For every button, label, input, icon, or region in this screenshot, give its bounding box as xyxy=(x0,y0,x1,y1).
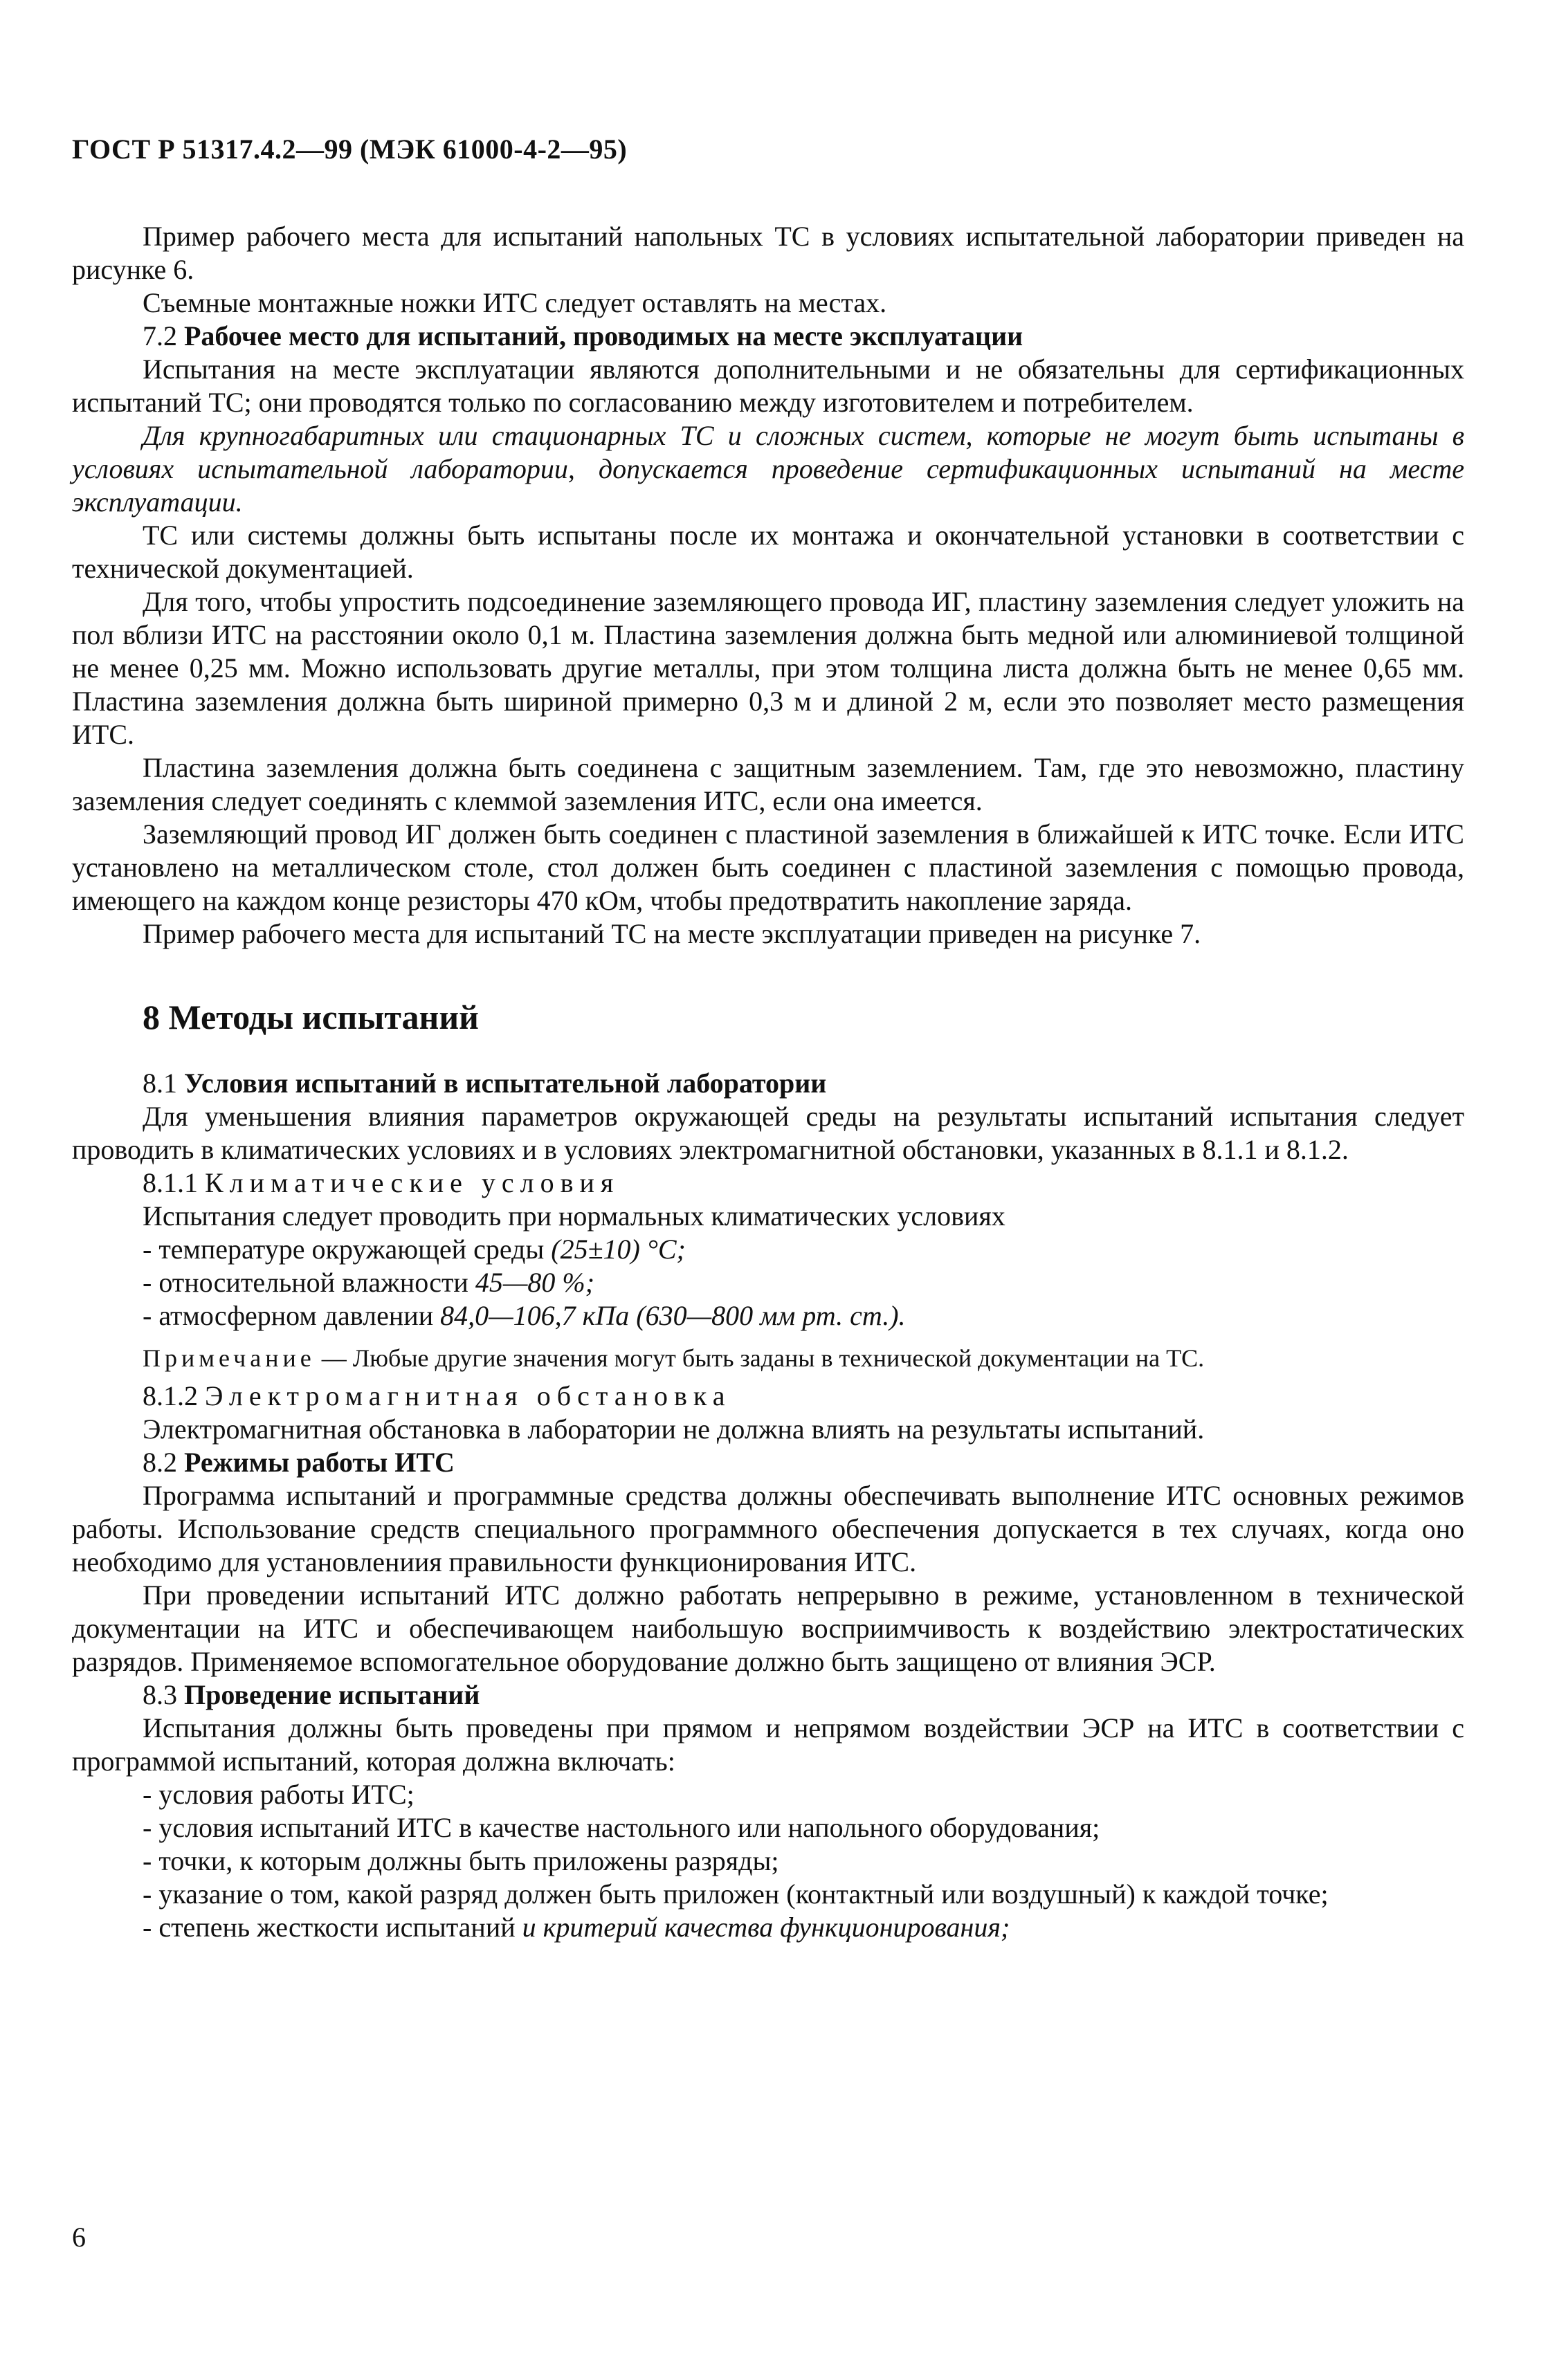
paragraph: Для уменьшения влияния параметров окружающей среды на результаты испытаний испытания следует проводить в климатических условиях и в условиях электромагнитной обстановки, указанных в 8.1.1 и 8.1.2. xyxy=(72,1101,1464,1165)
paragraph: ТС или системы должны быть испытаны после их монтажа и окончательной установки в соответствии с технической документацией. xyxy=(72,520,1464,584)
document-body xyxy=(72,220,1464,1944)
section-heading-7-2 xyxy=(72,320,1464,353)
list-item: - температуре окружающей среды (25±10) °С; xyxy=(143,1234,686,1265)
section-title: Рабочее место для испытаний, проводимых на месте эксплуатации xyxy=(184,320,1023,351)
section-number: 8.1.1 xyxy=(143,1167,198,1198)
list-item: - указание о том, какой разряд должен быть приложен (контактный или воздушный) к каждой точке; xyxy=(143,1878,1329,1910)
list-item: - точки, к которым должны быть приложены разряды; xyxy=(143,1845,779,1876)
paragraph: Электромагнитная обстановка в лаборатории не должна влиять на результаты испытаний. xyxy=(143,1413,1205,1445)
note xyxy=(72,1342,1464,1374)
page-number: 6 xyxy=(72,2222,86,2253)
section-title: Климатические условия xyxy=(205,1167,620,1198)
section-number: 8.3 xyxy=(143,1679,177,1710)
section-heading-8-1 xyxy=(72,1067,1464,1100)
paragraph: Заземляющий провод ИГ должен быть соединен с пластиной заземления в ближайшей к ИТС точке. Если ИТС установлено на металлическом столе, стол должен быть соединен с пластиной заземления с помощью провода, имеющего на каждом конце резисторы 470 кОм, чтобы предотвратить накопление заряда. xyxy=(72,818,1464,916)
section-title: Проведение испытаний xyxy=(184,1679,480,1710)
paragraph: Пример рабочего места для испытаний напольных ТС в условиях испытательной лаборатории приведен на рисунке 6. xyxy=(72,221,1464,285)
section-number: 7.2 xyxy=(143,320,177,351)
section-title: Режимы работы ИТС xyxy=(184,1447,455,1478)
paragraph: Испытания на месте эксплуатации являются дополнительными и не обязательны для сертификационных испытаний ТС; они проводятся только по согласованию между изготовителем и потребителем. xyxy=(72,354,1464,418)
paragraph: Пластина заземления должна быть соединена с защитным заземлением. Там, где это невозможно, пластину заземления следует соединять с клеммой заземления ИТС, если она имеется. xyxy=(72,752,1464,816)
paragraph: Испытания следует проводить при нормальных климатических условиях xyxy=(143,1200,1005,1232)
list-item: - условия испытаний ИТС в качестве настольного или напольного оборудования; xyxy=(143,1812,1100,1843)
paragraph-italic: Для крупногабаритных или стационарных ТС и сложных систем, которые не могут быть испытаны в условиях испытательной лаборатории, допускается проведение сертификационных испытаний на месте эксплуатации. xyxy=(72,420,1464,518)
note-label: Примечание xyxy=(143,1344,316,1372)
section-number: 8.1 xyxy=(143,1068,177,1099)
page-header: ГОСТ Р 51317.4.2—99 (МЭК 61000-4-2—95) xyxy=(72,134,628,165)
paragraph: При проведении испытаний ИТС должно работать непрерывно в режиме, установленном в технической документации на ИТС и обеспечивающем наибольшую восприимчивость к воздействию электростатических разрядов. Применяемое вспомогательное оборудование должно быть защищено от влияния ЭСР. xyxy=(72,1580,1464,1677)
list-item: - степень жесткости испытаний и критерий качества функционирования; xyxy=(143,1912,1010,1943)
section-heading-8-1-1 xyxy=(72,1166,1464,1200)
note-text: — Любые другие значения могут быть заданы в технической документации на ТС. xyxy=(315,1344,1205,1372)
section-title: Условия испытаний в испытательной лаборатории xyxy=(184,1068,827,1099)
section-number: 8.1.2 xyxy=(143,1380,198,1411)
list-item: - относительной влажности 45—80 %; xyxy=(143,1267,595,1298)
section-title: Электромагнитная обстановка xyxy=(205,1380,731,1411)
section-heading-8-2 xyxy=(72,1446,1464,1479)
section-heading-8-1-2 xyxy=(72,1380,1464,1413)
paragraph: Испытания должны быть проведены при прямом и непрямом воздействии ЭСР на ИТС в соответствии с программой испытаний, которая должна включать: xyxy=(72,1712,1464,1777)
section-number: 8.2 xyxy=(143,1447,177,1478)
paragraph: Пример рабочего места для испытаний ТС на месте эксплуатации приведен на рисунке 7. xyxy=(143,918,1201,949)
section-heading-8-3 xyxy=(72,1678,1464,1712)
paragraph: Для того, чтобы упростить подсоединение заземляющего провода ИГ, пластину заземления следует уложить на пол вблизи ИТС на расстоянии около 0,1 м. Пластина заземления должна быть медной или алюминиевой толщиной не менее 0,25 мм. Можно использовать другие металлы, при этом толщина листа должна быть не менее 0,65 мм. Пластина заземления должна быть шириной примерно 0,3 м и длиной 2 м, если это позволяет место размещения ИТС. xyxy=(72,586,1464,750)
list-item: - условия работы ИТС; xyxy=(143,1779,415,1810)
paragraph: Съемные монтажные ножки ИТС следует оставлять на местах. xyxy=(143,287,887,318)
list-item: - атмосферном давлении 84,0—106,7 кПа (630—800 мм рт. ст.). xyxy=(143,1300,906,1331)
chapter-heading: 8 Методы испытаний xyxy=(143,998,479,1036)
paragraph: Программа испытаний и программные средства должны обеспечивать выполнение ИТС основных режимов работы. Использование средств специального программного обеспечения допускается в тех случаях, когда оно необходимо для установлениия правильности функционирования ИТС. xyxy=(72,1480,1464,1577)
